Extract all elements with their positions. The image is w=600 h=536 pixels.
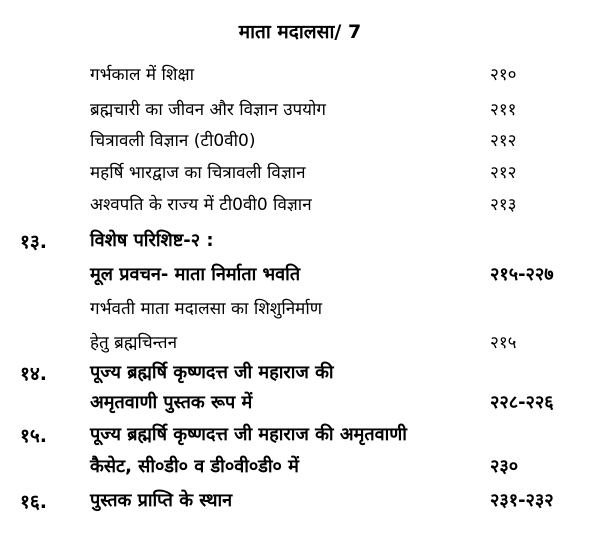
page-number: २२८-२२६	[490, 392, 554, 413]
toc-line	[0, 296, 600, 330]
toc-line	[0, 262, 600, 296]
toc-line	[0, 97, 600, 131]
section-number: १६.	[20, 491, 47, 513]
page-number: २१५	[490, 333, 517, 353]
entry-title: पूज्य ब्रह्मर्षि कृष्णदत्त जी महाराज की अमृतवाणी	[90, 424, 407, 445]
toc-line	[0, 128, 600, 162]
entry-title: विशेष परिशिष्ट-२ :	[90, 230, 214, 251]
entry-title: अमृतवाणी पुस्तक रूप में	[90, 392, 253, 413]
entry-title: हेतु ब्रह्मचिन्तन	[90, 333, 178, 353]
page-number: २१२	[490, 163, 517, 183]
page-number: २१२	[490, 131, 517, 151]
page-number: २१०	[490, 65, 517, 85]
toc-line	[0, 422, 600, 456]
section-number: १५.	[20, 425, 47, 447]
entry-title: ब्रह्मचारी का जीवन और विज्ञान उपयोग	[90, 100, 326, 120]
entry-title: अश्वपति के राज्य में टी0वी0 विज्ञान	[90, 195, 312, 215]
section-number: १३.	[20, 231, 47, 253]
toc-line	[0, 488, 600, 522]
entry-title: कैसेट, सी०डी० व डी०वी०डी० में	[90, 456, 299, 477]
entry-title: महर्षि भारद्वाज का चित्रावली विज्ञान	[90, 163, 306, 183]
section-number: १४.	[20, 363, 47, 385]
toc-line	[0, 454, 600, 488]
entry-title: पूज्य ब्रह्मर्षि कृष्णदत्त जी महाराज की	[90, 362, 334, 383]
page-number: २११	[490, 100, 517, 120]
entry-title: चित्रावली विज्ञान (टी0वी0)	[90, 131, 256, 151]
toc-line	[0, 228, 600, 262]
toc-line	[0, 192, 600, 226]
entry-title: गर्भकाल में शिक्षा	[90, 65, 195, 85]
toc-line	[0, 160, 600, 194]
entry-title: मूल प्रवचन- माता निर्माता भवति	[90, 264, 301, 285]
page-header: माता मदालसा/ 7	[238, 21, 362, 43]
entry-title: पुस्तक प्राप्ति के स्थान	[90, 490, 233, 511]
page-number: २१३	[490, 195, 517, 215]
entry-title: गर्भवती माता मदालसा का शिशुनिर्माण	[90, 299, 323, 319]
page-number: २१५-२२७	[490, 264, 554, 285]
toc-line	[0, 62, 600, 96]
page-number: २३१-२३२	[490, 490, 554, 511]
toc-line	[0, 330, 600, 364]
page-number: २३०	[490, 456, 519, 477]
toc-line	[0, 390, 600, 424]
toc-line	[0, 360, 600, 394]
